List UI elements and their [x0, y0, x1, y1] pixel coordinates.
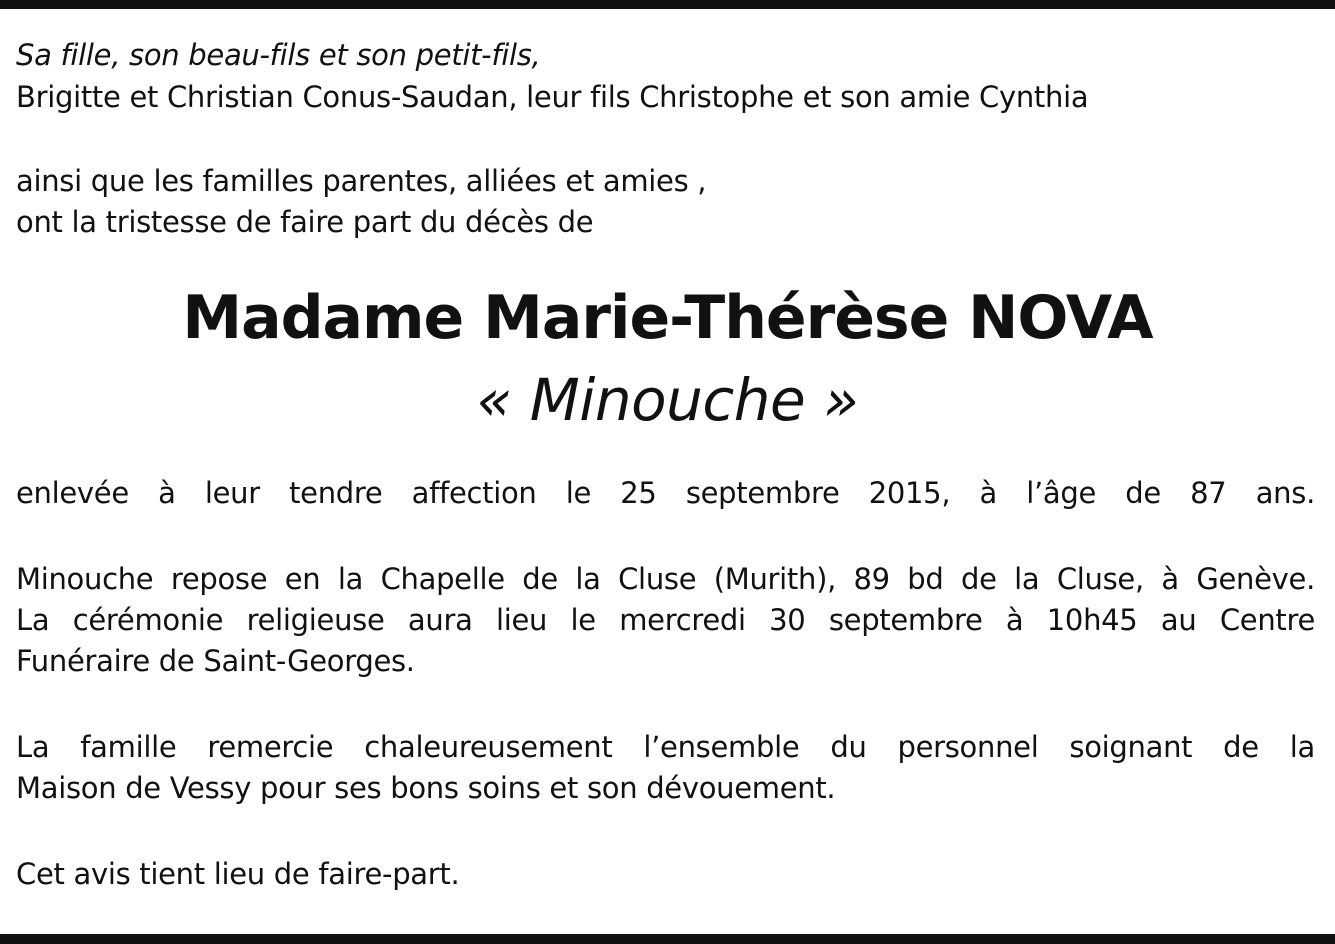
- closing-note: Cet avis tient lieu de faire-part.: [16, 857, 460, 891]
- announcement-line: ont la tristesse de faire part du décès de: [16, 205, 594, 239]
- death-date-line: enlevée à leur tendre affection le 25 septembre 2015, à l’âge de 87 ans.: [16, 476, 1315, 510]
- thanks-line: La famille remercie chaleureusement l’ensemble du personnel soignant de la: [16, 730, 1315, 764]
- ceremony-location-line: Funéraire de Saint-Georges.: [16, 644, 415, 678]
- ceremony-line: La cérémonie religieuse aura lieu le mercredi 30 septembre à 10h45 au Centre: [16, 603, 1315, 637]
- relatives-line: ainsi que les familles parentes, alliées et amies ,: [16, 164, 707, 198]
- family-intro-line: Sa fille, son beau-fils et son petit-fils,: [16, 38, 541, 72]
- top-border-rule: [0, 0, 1335, 9]
- chapel-line: Minouche repose en la Chapelle de la Cluse (Murith), 89 bd de la Cluse, à Genève.: [16, 562, 1315, 596]
- deceased-nickname: « Minouche »: [476, 366, 859, 434]
- deceased-name: Madame Marie-Thérèse NOVA: [182, 283, 1153, 353]
- bottom-border-rule: [0, 934, 1335, 944]
- thanks-continuation-line: Maison de Vessy pour ses bons soins et son dévouement.: [16, 771, 836, 805]
- family-names-line: Brigitte et Christian Conus-Saudan, leur fils Christophe et son amie Cynthia: [16, 80, 1089, 114]
